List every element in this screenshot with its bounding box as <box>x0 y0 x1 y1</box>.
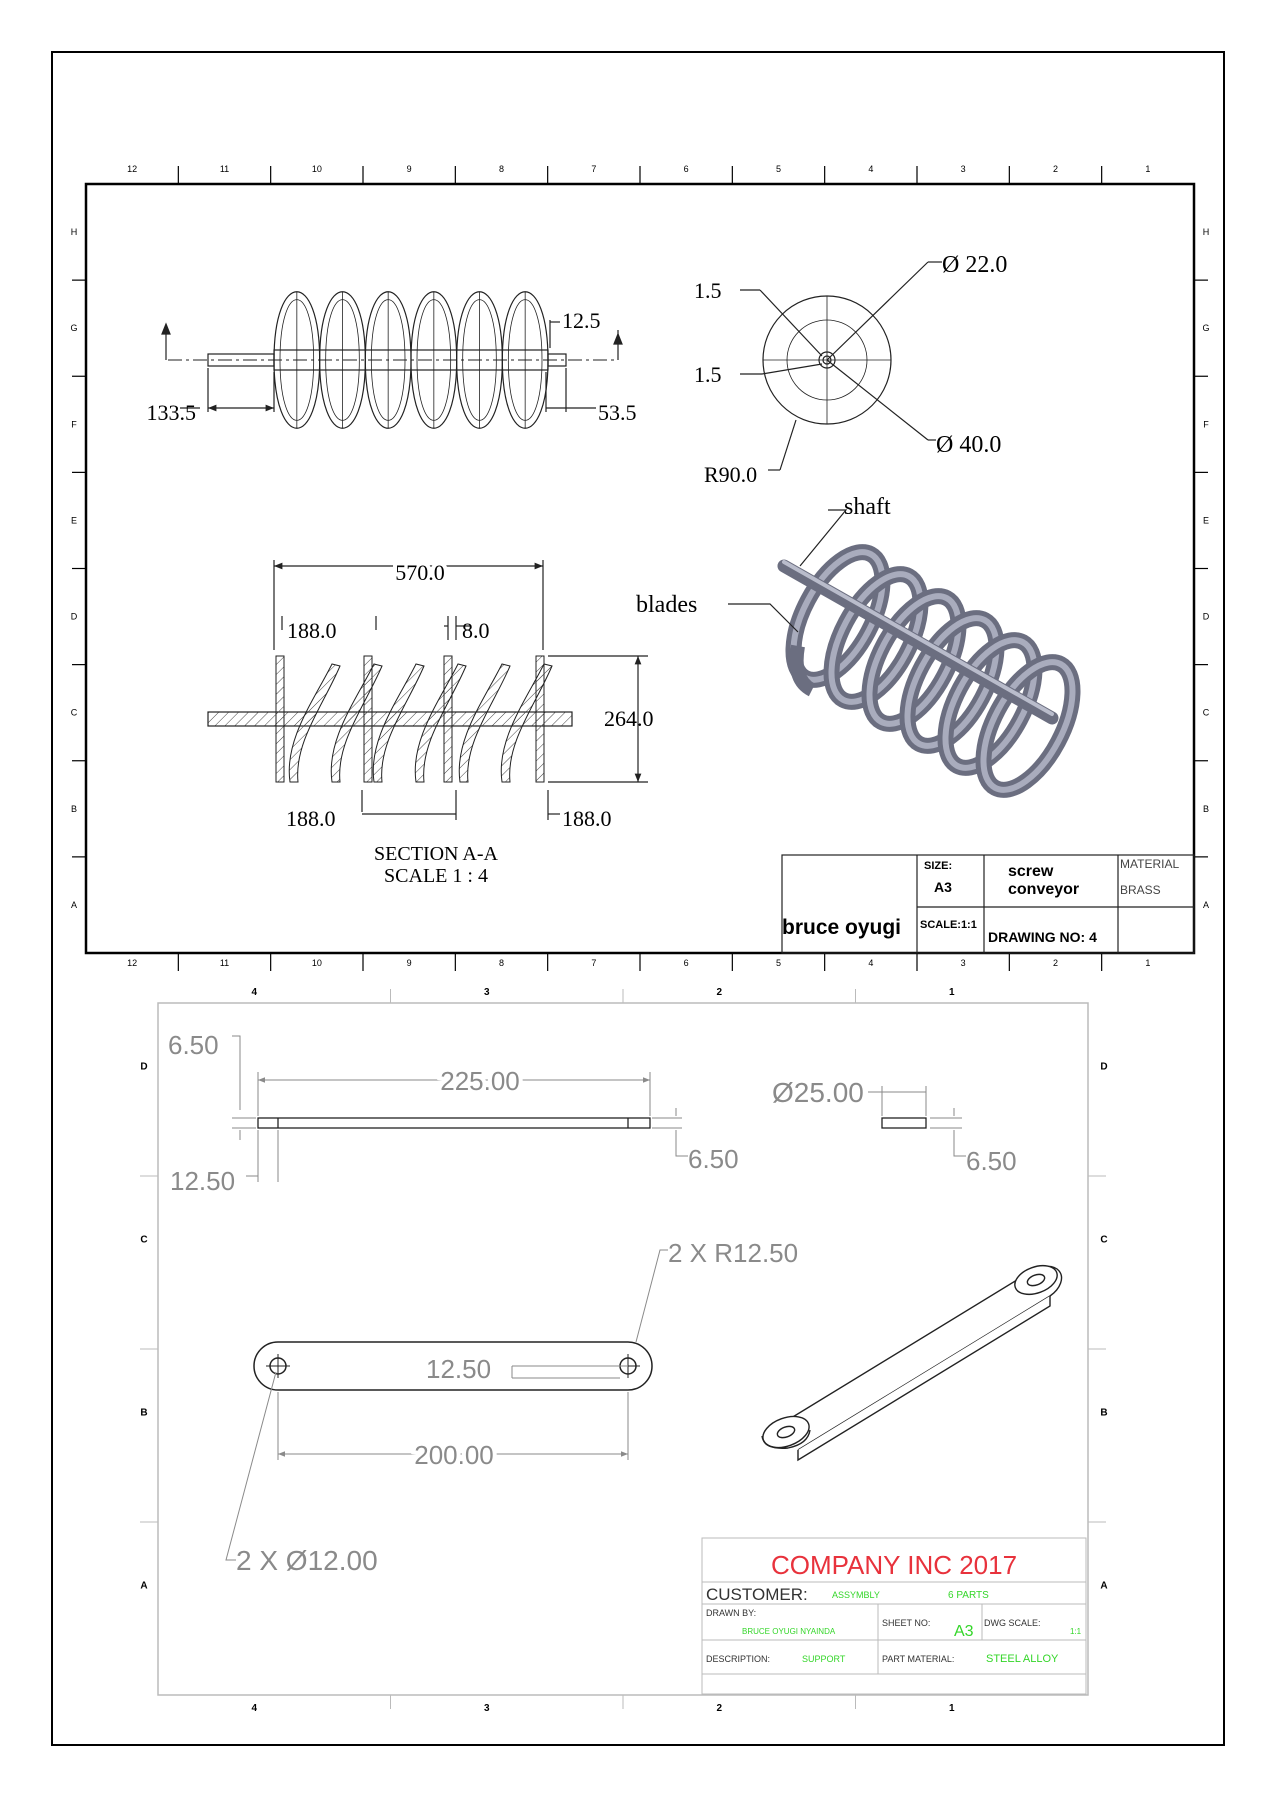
zone-number-bot: 1 <box>948 1703 955 1714</box>
bar-front-dims <box>226 1250 668 1560</box>
zone-letter-left: D <box>70 611 78 622</box>
zone-number-bot: 3 <box>960 958 966 968</box>
page-frame <box>52 52 1224 1745</box>
dim-length: 225.00 <box>440 1066 520 1096</box>
customer-label: CUSTOMER: <box>706 1585 808 1604</box>
zone-number-bot: 2 <box>716 1703 723 1714</box>
zone-letter-right: B <box>1202 803 1210 814</box>
company-name: COMPANY INC 2017 <box>770 1550 1018 1580</box>
zone-number-top: 12 <box>127 164 138 174</box>
description-value: SUPPORT <box>802 1654 846 1664</box>
zone-letter-right: H <box>1202 227 1210 238</box>
top-border <box>86 184 1194 953</box>
bottom-drawing-sheet <box>140 987 1108 1714</box>
section-title: SECTION A-A <box>374 843 498 865</box>
dim-pitch-bottom-left: 188.0 <box>286 806 336 831</box>
zone-number-top: 8 <box>498 164 505 174</box>
dwg-scale-label: DWG SCALE: <box>984 1618 1041 1628</box>
section-scale: SCALE 1 : 4 <box>384 865 488 887</box>
zone-number-bot: 11 <box>219 958 230 968</box>
zone-letter-left: B <box>70 803 78 814</box>
size-label: SIZE: <box>924 860 953 872</box>
washer-dims <box>868 1086 966 1156</box>
title-line2: conveyor <box>1008 881 1080 898</box>
zone-letter-right: D <box>1100 1061 1108 1073</box>
zone-number-top: 9 <box>406 164 412 174</box>
zone-letter-right: G <box>1202 323 1210 334</box>
dim-left-shaft: 133.5 <box>146 400 196 425</box>
zone-letter-right: E <box>1202 515 1210 526</box>
zone-letter-right: C <box>1100 1234 1108 1246</box>
zone-number-bot: 4 <box>251 1703 258 1714</box>
zone-number-top: 3 <box>960 164 966 174</box>
zone-number-bot: 5 <box>775 958 782 968</box>
zone-letter-right: D <box>1202 611 1210 622</box>
section-blade-plate <box>444 656 452 782</box>
dim-pitch-top: 188.0 <box>287 618 337 643</box>
zone-letter-left: C <box>70 707 78 718</box>
zone-number-top: 2 <box>1052 164 1059 174</box>
zone-letter-left: A <box>70 899 78 910</box>
zone-letter-right: A <box>1100 1580 1108 1592</box>
zone-number-bot: 4 <box>868 958 874 968</box>
zone-number-top: 1 <box>948 987 955 998</box>
material-value: BRASS <box>1120 883 1161 897</box>
material-label: MATERIAL <box>1120 857 1180 871</box>
drawn-by-value: BRUCE OYUGI NYAINDA <box>742 1627 836 1636</box>
zone-letter-left: A <box>140 1580 148 1592</box>
zone-number-top: 4 <box>251 987 258 998</box>
dwg-scale-value: 1:1 <box>1070 1627 1082 1636</box>
screw-isometric-view <box>728 510 1091 804</box>
dim-radius: R90.0 <box>704 462 758 487</box>
dim-washer-diameter: Ø25.00 <box>772 1077 864 1108</box>
dim-inner-diameter: Ø 22.0 <box>942 252 1008 278</box>
dim-right-shaft: 53.5 <box>598 400 637 425</box>
size-value: A3 <box>934 879 952 895</box>
zone-number-bot: 3 <box>483 1703 490 1714</box>
dim-end-offset: 12.50 <box>170 1166 236 1196</box>
zone-number-top: 6 <box>683 164 689 174</box>
dim-width-bottom: 1.5 <box>694 362 722 387</box>
part-material-label: PART MATERIAL: <box>882 1654 955 1664</box>
drawn-by-label: DRAWN BY: <box>706 1608 757 1618</box>
zone-number-top: 3 <box>483 987 490 998</box>
zone-letter-right: C <box>1202 707 1210 718</box>
screw-end-view <box>740 262 942 470</box>
sheet-no-label: SHEET NO: <box>882 1618 931 1628</box>
drawing-number: DRAWING NO: 4 <box>988 929 1097 945</box>
dim-right-gap: 12.5 <box>562 308 601 333</box>
dim-thickness-left: 6.50 <box>168 1030 219 1060</box>
zone-number-top: 7 <box>591 164 597 174</box>
section-view <box>208 560 648 820</box>
scale-value: SCALE:1:1 <box>920 919 977 931</box>
sheet-no-value: A3 <box>954 1623 974 1640</box>
zone-letter-left: C <box>140 1234 148 1246</box>
zone-number-bot: 2 <box>1052 958 1059 968</box>
dim-half-width: 12.50 <box>426 1354 492 1384</box>
customer-value: ASSYMBLY <box>832 1590 880 1600</box>
zone-letter-right: F <box>1203 419 1209 430</box>
label-blades: blades <box>636 592 698 618</box>
dim-hole-diameter: 2 X Ø12.00 <box>236 1545 378 1576</box>
top-drawing-sheet <box>70 164 1209 971</box>
zone-number-top: 1 <box>1145 164 1151 174</box>
dim-end-radius: 2 X R12.50 <box>668 1238 799 1268</box>
bar-top-view <box>258 1118 650 1128</box>
dim-thickness-right: 6.50 <box>688 1144 739 1174</box>
zone-number-top: 2 <box>716 987 723 998</box>
zone-number-bot: 7 <box>591 958 597 968</box>
zone-number-bot: 1 <box>1145 958 1151 968</box>
zone-letter-left: G <box>70 323 78 334</box>
zone-number-bot: 8 <box>498 958 505 968</box>
label-shaft: shaft <box>844 494 891 520</box>
zone-letter-left: F <box>71 419 77 430</box>
zone-number-bot: 9 <box>406 958 412 968</box>
zone-number-top: 10 <box>311 164 322 174</box>
top-zone-letters <box>70 227 1209 910</box>
parts-count: 6 PARTS <box>948 1590 989 1601</box>
dim-blade-thickness: 8.0 <box>462 618 490 643</box>
zone-letter-left: H <box>70 227 78 238</box>
bar-top-dims <box>232 1036 688 1182</box>
dim-width-top: 1.5 <box>694 278 722 303</box>
dim-washer-thickness: 6.50 <box>966 1146 1017 1176</box>
dim-outer-diameter: Ø 40.0 <box>936 432 1002 458</box>
top-zone-numbers <box>127 164 1150 971</box>
zone-number-bot: 12 <box>127 958 138 968</box>
title-line1: screw <box>1008 863 1054 880</box>
dim-overall-length: 570.0 <box>395 560 445 585</box>
screw-side-view <box>162 292 622 429</box>
section-blade-plate <box>276 656 284 782</box>
author-name: bruce oyugi <box>782 916 902 939</box>
washer-side-view <box>882 1118 926 1128</box>
zone-number-top: 11 <box>219 164 230 174</box>
zone-number-top: 4 <box>868 164 874 174</box>
zone-number-bot: 10 <box>311 958 322 968</box>
zone-letter-left: D <box>140 1061 148 1073</box>
dim-hole-spacing: 200.00 <box>414 1440 494 1470</box>
part-material-value: STEEL ALLOY <box>986 1653 1059 1665</box>
bar-isometric-view <box>759 1260 1062 1460</box>
description-label: DESCRIPTION: <box>706 1654 771 1664</box>
zone-letter-left: B <box>140 1407 148 1419</box>
zone-number-bot: 6 <box>683 958 689 968</box>
zone-letter-right: B <box>1100 1407 1108 1419</box>
dim-blade-height: 264.0 <box>604 706 654 731</box>
zone-number-top: 5 <box>775 164 782 174</box>
zone-letter-right: A <box>1202 899 1210 910</box>
zone-letter-left: E <box>70 515 78 526</box>
dim-pitch-bottom-right: 188.0 <box>562 806 612 831</box>
